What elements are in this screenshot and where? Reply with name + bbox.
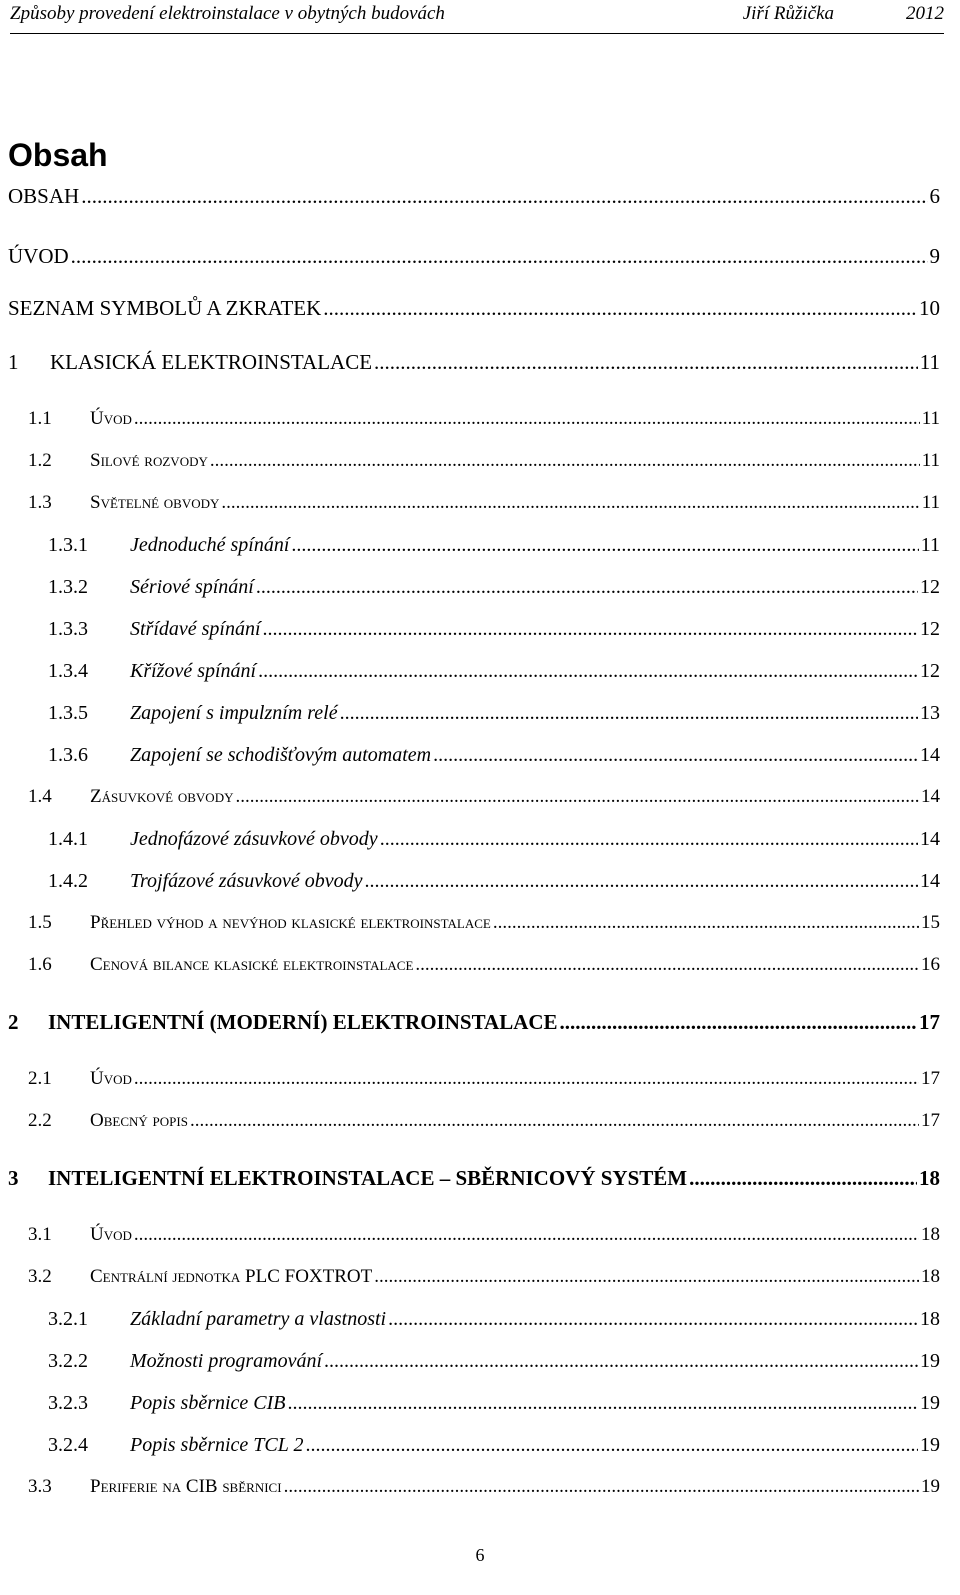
toc-entry[interactable] <box>8 296 940 321</box>
toc-entry[interactable] <box>28 492 940 514</box>
toc-page: 19 <box>921 1476 940 1497</box>
toc-number: 3.2.2 <box>48 1350 88 1372</box>
header-year: 2012 <box>906 3 944 24</box>
page-header <box>10 0 944 34</box>
toc-page: 19 <box>920 1434 940 1456</box>
toc-entry[interactable] <box>28 786 940 808</box>
toc-number: 2.2 <box>28 1110 52 1131</box>
toc-title: Křížové spínání <box>130 660 257 682</box>
toc-page: 17 <box>921 1068 940 1089</box>
toc-entry[interactable] <box>28 1266 940 1288</box>
toc-page: 12 <box>920 618 940 640</box>
toc-title: Popis sběrnice CIB <box>130 1392 286 1414</box>
toc-title: INTELIGENTNÍ (MODERNÍ) ELEKTROINSTALACE <box>48 1010 558 1034</box>
toc-title: Centrální jednotka PLC FOXTROT <box>90 1266 373 1287</box>
toc-leader <box>235 786 919 808</box>
toc-page: 18 <box>921 1224 940 1245</box>
toc-entry[interactable] <box>48 1350 940 1373</box>
toc-page: 19 <box>920 1350 940 1372</box>
toc-page: 14 <box>920 828 940 850</box>
toc-page: 12 <box>920 576 940 598</box>
toc-number: 3.1 <box>28 1224 52 1245</box>
toc-entry[interactable] <box>48 828 940 851</box>
toc-number: 1.4.2 <box>48 870 88 892</box>
toc-leader <box>374 350 918 375</box>
toc-entry[interactable] <box>48 870 940 893</box>
toc-title: Zapojení s impulzním relé <box>130 702 338 724</box>
toc-entry[interactable] <box>48 1308 940 1331</box>
toc-title: Obecný popis <box>90 1110 188 1131</box>
toc-leader <box>365 870 918 893</box>
toc-entry[interactable] <box>28 954 940 976</box>
toc-leader <box>134 1224 919 1246</box>
toc-leader <box>258 660 918 683</box>
toc-title: INTELIGENTNÍ ELEKTROINSTALACE – SBĚRNICOVÝ SYSTÉM <box>48 1166 688 1190</box>
toc-leader <box>415 954 919 976</box>
toc-title: ÚVOD <box>8 244 69 268</box>
toc-leader <box>190 1110 919 1132</box>
toc-page: 6 <box>929 184 940 208</box>
toc-title: Úvod <box>90 1068 132 1089</box>
toc-entry[interactable] <box>48 702 940 725</box>
toc-entry[interactable] <box>8 1010 940 1035</box>
toc-page: 17 <box>921 1110 940 1131</box>
toc-number: 1.5 <box>28 912 52 933</box>
toc-leader <box>210 450 920 472</box>
header-title: Způsoby provedení elektroinstalace v obytných budovách <box>10 3 445 24</box>
toc-number: 1.6 <box>28 954 52 975</box>
toc-leader <box>323 296 917 321</box>
toc-title: Přehled výhod a nevýhod klasické elektroinstalace <box>90 912 491 933</box>
toc-title: Zásuvkové obvody <box>90 786 234 807</box>
toc-number: 1.3.6 <box>48 744 88 766</box>
toc-title: KLASICKÁ ELEKTROINSTALACE <box>50 350 373 374</box>
toc-entry[interactable] <box>8 244 940 269</box>
toc-title: Cenová bilance klasické elektroinstalace <box>90 954 414 975</box>
toc-leader <box>380 828 918 851</box>
toc-leader <box>81 184 927 209</box>
toc-entry[interactable] <box>48 618 940 641</box>
toc-number: 3.2.4 <box>48 1434 88 1456</box>
header-author: Jiří Růžička <box>742 3 834 24</box>
toc-leader <box>291 534 918 557</box>
toc-entry[interactable] <box>8 350 940 375</box>
toc-title: Jednofázové zásuvkové obvody <box>130 828 378 850</box>
toc-entry[interactable] <box>8 1166 940 1191</box>
toc-entry[interactable] <box>48 744 940 767</box>
toc-leader <box>284 1476 919 1498</box>
toc-number: 1.3 <box>28 492 52 513</box>
toc-leader <box>374 1266 919 1288</box>
toc-title: Světelné obvody <box>90 492 220 513</box>
toc-page: 18 <box>921 1266 940 1287</box>
toc-title: SEZNAM SYMBOLŮ A ZKRATEK <box>8 296 322 320</box>
toc-number: 1.3.2 <box>48 576 88 598</box>
toc-entry[interactable] <box>28 1110 940 1132</box>
toc-number: 1.3.3 <box>48 618 88 640</box>
toc-number: 2 <box>8 1010 19 1034</box>
toc-title: Popis sběrnice TCL 2 <box>130 1434 304 1456</box>
toc-leader <box>306 1434 918 1457</box>
toc-leader <box>324 1350 918 1373</box>
toc-page: 17 <box>919 1010 940 1034</box>
toc-number: 1.4 <box>28 786 52 807</box>
toc-entry[interactable] <box>8 184 940 209</box>
toc-leader <box>288 1392 918 1415</box>
toc-page: 18 <box>920 1308 940 1330</box>
toc-page: 12 <box>920 660 940 682</box>
toc-title: Základní parametry a vlastnosti <box>130 1308 387 1330</box>
toc-entry[interactable] <box>28 408 940 430</box>
toc-page: 11 <box>919 350 940 374</box>
toc-number: 1.3.5 <box>48 702 88 724</box>
toc-entry[interactable] <box>28 1068 940 1090</box>
toc-page: 15 <box>921 912 940 933</box>
toc-page: 9 <box>929 244 940 268</box>
toc-number: 1.4.1 <box>48 828 88 850</box>
toc-page: 14 <box>921 786 940 807</box>
toc-page: 19 <box>920 1392 940 1414</box>
toc-number: 3.2.1 <box>48 1308 88 1330</box>
toc-page: 11 <box>921 408 940 429</box>
toc-number: 1.3.4 <box>48 660 88 682</box>
toc-entry[interactable] <box>28 1224 940 1246</box>
toc-page: 13 <box>920 702 940 724</box>
page-number: 6 <box>475 1545 485 1565</box>
toc-leader <box>71 244 928 269</box>
toc-entry[interactable] <box>48 660 940 683</box>
toc-leader <box>340 702 918 725</box>
toc-page: 11 <box>920 534 940 556</box>
header-rule <box>10 33 944 34</box>
toc-number: 3.2.3 <box>48 1392 88 1414</box>
toc-entry[interactable] <box>48 1392 940 1415</box>
toc-leader <box>560 1010 917 1035</box>
toc-entry[interactable] <box>28 912 940 934</box>
toc-number: 1.2 <box>28 450 52 471</box>
toc-leader <box>134 1068 919 1090</box>
toc-number: 2.1 <box>28 1068 52 1089</box>
toc-title: Sériové spínání <box>130 576 254 598</box>
toc-title: Jednoduché spínání <box>130 534 290 556</box>
toc-number: 1.3.1 <box>48 534 88 556</box>
toc-leader <box>256 576 918 599</box>
toc-entry[interactable] <box>28 450 940 472</box>
toc-number: 3.2 <box>28 1266 52 1287</box>
toc-number: 3.3 <box>28 1476 52 1497</box>
toc-leader <box>689 1166 917 1191</box>
toc-entry[interactable] <box>48 534 940 557</box>
toc-title: Periferie na CIB sběrnici <box>90 1476 282 1497</box>
toc-page: 11 <box>921 492 940 513</box>
toc-title: Střídavé spínání <box>130 618 261 640</box>
toc-page: 18 <box>919 1166 940 1190</box>
toc-title: Zapojení se schodišťovým automatem <box>130 744 432 766</box>
toc-leader <box>433 744 918 767</box>
page-title: Obsah <box>8 137 108 173</box>
toc-number: 3 <box>8 1166 19 1190</box>
toc-leader <box>388 1308 918 1331</box>
toc-entry[interactable] <box>48 1434 940 1457</box>
toc-page: 16 <box>921 954 940 975</box>
toc-leader <box>134 408 920 430</box>
toc-title: OBSAH <box>8 184 80 208</box>
toc-entry[interactable] <box>48 576 940 599</box>
toc-title: Silové rozvody <box>90 450 208 471</box>
toc-leader <box>221 492 919 514</box>
toc-leader <box>263 618 918 641</box>
toc-title: Úvod <box>90 408 132 429</box>
toc-number: 1 <box>8 350 19 374</box>
toc-page: 10 <box>919 296 940 320</box>
toc-title: Možnosti programování <box>130 1350 323 1372</box>
toc-leader <box>493 912 919 934</box>
toc-entry[interactable] <box>28 1476 940 1498</box>
toc-number: 1.1 <box>28 408 52 429</box>
toc-page: 14 <box>920 870 940 892</box>
toc-title: Úvod <box>90 1224 132 1245</box>
toc-title: Trojfázové zásuvkové obvody <box>130 870 363 892</box>
toc-page: 14 <box>920 744 940 766</box>
toc-page: 11 <box>921 450 940 471</box>
